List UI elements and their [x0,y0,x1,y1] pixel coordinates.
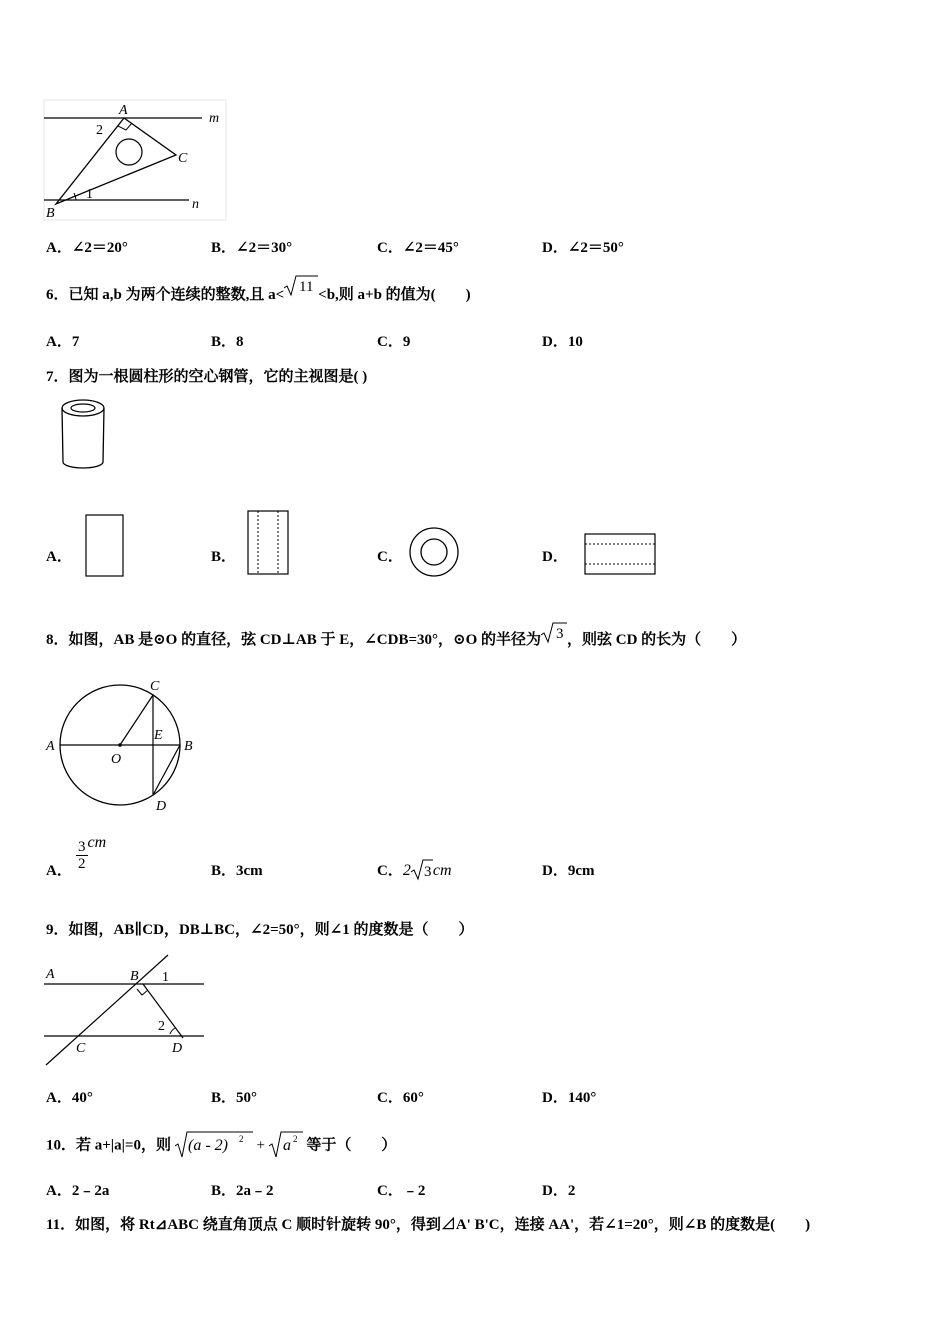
q5-option-d[interactable]: D．∠2＝50° [542,240,624,256]
q7-option-b[interactable]: B． [211,549,237,565]
q8-option-b[interactable]: B．3cm [211,863,263,879]
q7-option-b-view [243,508,293,580]
q9-stem: 9．如图，AB∥CD，DB⊥BC，∠2=50°，则∠1 的度数是（ ） [46,922,474,938]
triangle-abc [56,118,176,204]
q5-option-a[interactable]: A．∠2＝20° [46,240,128,256]
label-E: E [154,728,163,743]
label-A: A [119,103,128,118]
svg-text:11: 11 [299,278,314,295]
q7-option-d-view [580,528,660,580]
sqrt-3 [541,622,567,644]
hollow-pipe-figure [58,398,110,472]
q7-option-a[interactable]: A． [46,549,72,565]
right-angle-mark [118,123,132,130]
label-B: B [130,969,139,984]
q6-option-b[interactable]: B．8 [211,334,244,350]
q10-option-b[interactable]: B．2a﹣2 [211,1183,274,1199]
label-C: C [178,151,188,166]
q6-option-d[interactable]: D．10 [542,334,583,350]
fraction-3-2: $\frac{3}{2}$ [78,839,86,873]
q10-option-d[interactable]: D．2 [542,1183,576,1199]
label-B: B [46,206,55,221]
triangle-hole [116,139,142,165]
q10-option-a[interactable]: A．2﹣2a [46,1183,110,1199]
q9-option-c[interactable]: C．60° [377,1090,424,1106]
q7-option-a-view [80,512,128,580]
label-B: B [184,739,193,754]
sqrt-3-c [411,859,433,881]
sqrt-expression-2 [269,1130,303,1158]
q7-option-d[interactable]: D． [542,549,568,565]
q8-option-a-letter[interactable]: A． [46,863,72,879]
svg-text:a: a [282,1137,291,1154]
label-A: A [46,967,55,982]
q8-option-c[interactable]: C．2 3 cm [377,859,452,883]
label-angle1: 1 [162,970,169,985]
q8-stem: 8．如图，AB 是⊙O 的直径，弦 CD⊥AB 于 E，∠CDB=30°，⊙O 的半径为 3 ，则弦 CD 的长为（ ） [46,628,746,652]
label-A: A [46,739,55,754]
svg-text:3: 3 [556,625,564,642]
svg-text:3: 3 [423,863,432,880]
q10-option-c[interactable]: C．﹣2 [377,1183,426,1199]
label-C: C [76,1041,86,1056]
sqrt-expression-1 [175,1130,253,1158]
q9-option-b[interactable]: B．50° [211,1090,258,1106]
q5-figure [44,100,229,222]
q7-stem: 7．图为一根圆柱形的空心钢管，它的主视图是( ) [46,369,368,385]
svg-text:2: 2 [238,1134,244,1144]
label-m: m [209,111,220,126]
q5-option-c[interactable]: C．∠2＝45° [377,240,459,256]
label-n: n [192,197,199,212]
q8-option-a-value[interactable]: $\frac{3}{2}$ cm [78,834,107,873]
q8-option-d[interactable]: D．9cm [542,863,595,879]
label-angle2: 2 [158,1019,165,1034]
label-angle1: 1 [86,187,93,202]
q9-option-d[interactable]: D．140° [542,1090,597,1106]
q9-parallel-figure [44,950,209,1068]
sqrt-11 [284,275,318,297]
q6-option-c[interactable]: C．9 [377,334,411,350]
q7-option-c[interactable]: C． [377,549,403,565]
label-C: C [150,679,160,694]
label-O: O [111,752,122,767]
label-D: D [156,799,167,814]
q9-option-a[interactable]: A．40° [46,1090,93,1106]
svg-text:(a - 2): (a - 2) [187,1137,228,1154]
label-D: D [172,1041,183,1056]
q7-option-c-view [404,523,464,583]
q5-option-b[interactable]: B．∠2＝30° [211,240,293,256]
q6-stem: 6．已知 a,b 为两个连续的整数,且 a< 11 <b,则 a+b 的值为( ) [46,283,471,307]
q8-circle-figure [44,676,204,816]
q10-stem: 10．若 a+|a|=0，则 (a - 2) 2 + a 2 等于（ ） [46,1132,396,1160]
q11-stem: 11．如图，将 Rt⊿ABC 绕直角顶点 C 顺时针旋转 90°，得到⊿A' B'C，连接 AA'，若∠1=20°，则∠B 的度数是( ) [46,1217,811,1233]
label-angle2: 2 [96,123,103,138]
svg-text:2: 2 [292,1134,298,1144]
q6-option-a[interactable]: A．7 [46,334,80,350]
